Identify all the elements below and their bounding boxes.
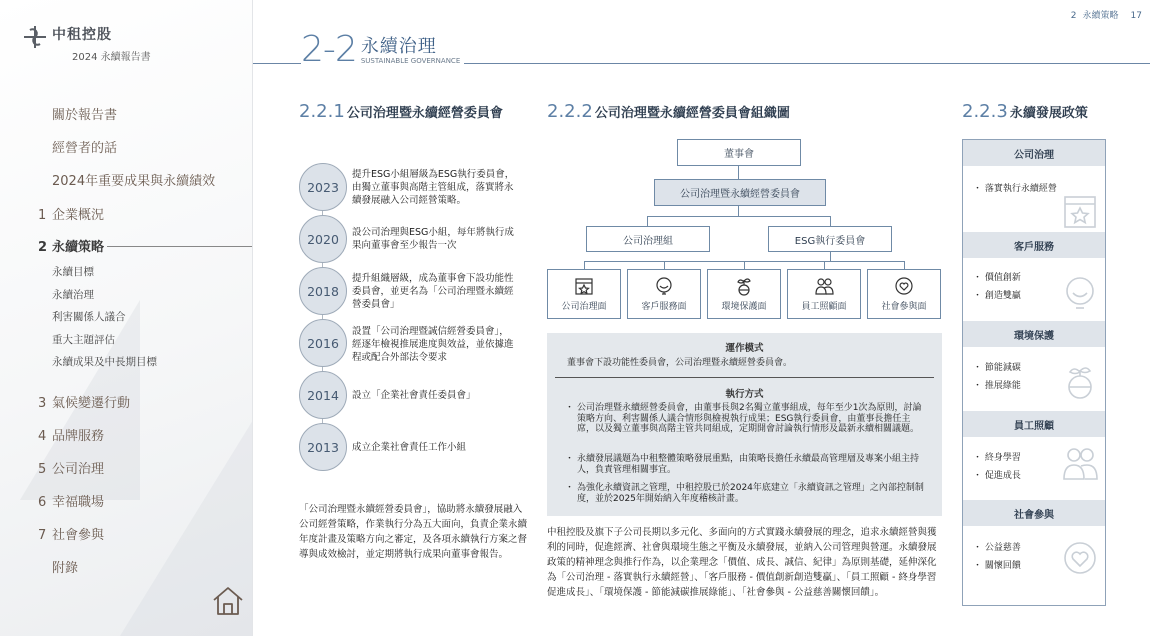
sidebar-subitem-materiality[interactable]: 重大主題評估 (52, 334, 115, 346)
policy-item: ・ 價值創新 (973, 273, 1021, 283)
org-connector (738, 166, 739, 179)
sidebar-item-about-report[interactable] (52, 104, 117, 123)
sidebar-item-highlights[interactable] (52, 170, 215, 189)
policy-item-text: 落實執行永續經營 (984, 184, 1057, 194)
policy-item: ・ 公益慈善 (973, 543, 1021, 553)
timeline-text: 提升ESG小組層級為ESG執行委員會，由獨立董事與高階主管組成，落實將永續發展融入公司經營策略。 (352, 169, 515, 206)
policy-item-text: 創造雙贏 (984, 291, 1021, 301)
sidebar-item-number: 4 (38, 429, 47, 444)
heart-chat-icon (1060, 538, 1100, 578)
sidebar-item-brand-service[interactable] (38, 425, 104, 444)
org-connector (584, 261, 585, 269)
org-group-governance: 公司治理組 (586, 226, 710, 252)
sidebar-item-number: 5 (38, 462, 47, 477)
sidebar-item-climate[interactable] (38, 392, 130, 411)
ops-text: 董事會下設功能性委員會，公司治理暨永續經營委員會。 (567, 358, 793, 368)
sidebar-item-appendix[interactable] (52, 557, 78, 576)
globe-leaf-icon (1060, 362, 1100, 402)
policy-panel (962, 139, 1106, 606)
org-connector (664, 261, 665, 269)
logo-mark-icon (22, 24, 48, 50)
header-section-name[interactable]: 永續策略 (1082, 11, 1119, 21)
policy-item-text: 節能減碳 (984, 363, 1021, 373)
policy-item: ・ 關懷回饋 (973, 561, 1021, 571)
policy-item-text: 公益慈善 (984, 543, 1021, 553)
dept-social (867, 269, 941, 319)
page-header-indicator (1065, 8, 1142, 21)
timeline-text: 設置「公司治理暨誠信經營委員會」，經逐年檢視推展進度與效益，並依據進程或配合外部法令要求 (352, 326, 514, 363)
sidebar-item-label: 關於報告書 (52, 108, 118, 123)
heart-chat-icon (893, 275, 915, 297)
employees-icon (813, 275, 835, 297)
plant-globe-icon (733, 275, 755, 297)
dept-customer (627, 269, 701, 319)
sidebar-item-label: 經營者的話 (52, 141, 118, 156)
policy-heading-governance: 公司治理 (963, 140, 1105, 166)
sidebar-item-label: 幸福職場 (52, 495, 105, 510)
timeline-year-2013: 2013 (299, 423, 347, 471)
policy-item: ・ 終身學習 (973, 453, 1021, 463)
dept-label: 社會參與面 (881, 302, 927, 312)
org-connector (647, 216, 831, 217)
section-title: 永續發展政策 (1009, 106, 1088, 121)
section-number: 2.2.1 (299, 101, 345, 122)
timeline-text: 成立企業社會責任工作小組 (352, 442, 467, 453)
policy-heading-environment: 環境保護 (963, 321, 1105, 347)
dept-environment (707, 269, 781, 319)
certificate-star-icon (1060, 192, 1100, 232)
timeline-text: 提升組織層級，成為董事會下設功能性委員會，並更名為「公司治理暨永續經營委員會」 (352, 273, 514, 310)
dept-label: 公司治理面 (561, 302, 607, 312)
section-heading-org-chart (547, 101, 790, 122)
sidebar-item-sustainability-strategy[interactable] (38, 236, 104, 255)
timeline-year-2018: 2018 (299, 267, 347, 315)
exec-point: ・ 公司治理暨永續經營委員會，由董事長與2名獨立董事組成，每年至少1次為原則，討論策略方向、利害關係人議合情形與檢視執行成果；ESG執行委員會，由董事長擔任主席，以及獨立董事與高階主管共同組成，定期開會討論執行情形及最新永續相關議題。 (567, 403, 927, 435)
sidebar-item-company-overview[interactable] (38, 204, 104, 223)
policy-item: ・ 推展綠能 (973, 381, 1021, 391)
page-number: 17 (1130, 11, 1142, 21)
employees-icon (1060, 443, 1100, 483)
section-number: 2.2.2 (547, 101, 593, 122)
home-icon[interactable] (211, 585, 245, 617)
ops-divider (555, 377, 934, 378)
org-connector (744, 261, 745, 269)
timeline-year-2023: 2023 (299, 163, 347, 211)
policy-item-text: 價值創新 (984, 273, 1021, 283)
sidebar-item-workplace[interactable] (38, 491, 104, 510)
logo-subtitle: 2024 永續報告書 (72, 52, 151, 63)
sidebar-item-label: 2024年重要成果與永續績效 (52, 174, 216, 189)
customer-headset-icon (653, 275, 675, 297)
org-connector (824, 261, 825, 269)
sidebar-item-number: 2 (38, 240, 48, 255)
org-connector (904, 261, 905, 269)
page-title-number: 2-2 (301, 29, 357, 70)
org-connector (830, 252, 831, 261)
sidebar-item-label: 社會參與 (52, 528, 105, 543)
dept-label: 員工照顧面 (801, 302, 847, 312)
section-number: 2.2.3 (962, 101, 1008, 122)
operations-panel (547, 333, 942, 516)
policy-item-text: 推展綠能 (984, 381, 1021, 391)
org-board: 董事會 (677, 139, 801, 166)
page-title-english: SUSTAINABLE GOVERNANCE (360, 57, 461, 65)
policy-item: ・ 落實執行永續經營 (973, 184, 1057, 194)
dept-governance (547, 269, 621, 319)
page-title-chinese: 永續治理 (360, 36, 437, 57)
policy-item-text: 促進成長 (984, 471, 1021, 481)
sidebar-subitem-stakeholders[interactable]: 利害關係人議合 (52, 311, 126, 323)
section-heading-policy (962, 101, 1088, 122)
sidebar-item-label: 品牌服務 (52, 429, 105, 444)
org-connector (647, 216, 648, 226)
exec-point: ・ 為強化永續資訊之管理，中租控股已於2024年底建立「永續資訊之管理」之內部控制制度，並於2025年開始納入年度稽核計畫。 (567, 483, 927, 504)
sidebar-item-label: 附錄 (52, 561, 79, 576)
policy-item-text: 終身學習 (984, 453, 1021, 463)
company-logo[interactable] (22, 24, 151, 63)
org-connector (738, 206, 739, 216)
header-section-number: 2 (1070, 11, 1077, 21)
active-indicator-line (107, 246, 253, 247)
policy-item-text: 關懷回饋 (984, 561, 1021, 571)
page-title (301, 29, 464, 70)
policy-heading-employees: 員工照顧 (963, 411, 1105, 437)
sidebar-item-label: 永續策略 (52, 240, 105, 255)
policy-heading-social: 社會參與 (963, 500, 1105, 526)
sidebar-subitem-results[interactable]: 永續成果及中長期目標 (52, 356, 157, 368)
dept-label: 環境保護面 (721, 302, 767, 312)
policy-item: ・ 促進成長 (973, 471, 1021, 481)
dept-label: 客戶服務面 (641, 302, 687, 312)
sidebar-subitem-goals[interactable]: 永續目標 (52, 266, 94, 278)
section-title: 公司治理暨永續經營委員會組織圖 (594, 106, 790, 121)
exec-point: ・ 永續發展議題為中租整體策略發展重點，由策略長擔任永續最高管理層及專案小組主持人，負責管理相關事宜。 (567, 454, 927, 475)
sidebar-item-corporate-governance[interactable] (38, 458, 104, 477)
committee-description: 「公司治理暨永續經營委員會」，協助將永續發展融入公司經營策略，作業執行分為五大面向，負責企業永續年度計畫及策略方向之審定，及各項永續執行方案之督導與成效檢討，並定期將執行成果向董事會報告。 (299, 504, 528, 560)
timeline-year-2020: 2020 (299, 215, 347, 263)
policy-heading-customer: 客戶服務 (963, 232, 1105, 258)
policy-item: ・ 節能減碳 (973, 363, 1021, 373)
sidebar-item-label: 氣候變遷行動 (52, 396, 131, 411)
sidebar-item-number: 1 (38, 208, 47, 223)
ops-title: 運作模式 (725, 343, 764, 354)
sustainability-philosophy-text: 中租控股及旗下子公司長期以多元化、多面向的方式實踐永續發展的理念，追求永續經營與獲利的同時，促進經濟、社會與環境生態之平衡及永續發展，並納入公司管理與營運。永續發展政策的精神理念與推行作為，以企業理念「價值、成長、誠信、紀律」為原則基礎，延伸深化為「公司治理 - 落實執行永續經營」、「客戶服務 - 價值創新創造雙贏」、「員工照顧 - 終身學習促進成長」、「環境保護 - 節能減碳推展綠能」、「社會參與 - 公益慈善關懷回饋」。 (547, 527, 937, 598)
sidebar-item-label: 公司治理 (52, 462, 105, 477)
sidebar-item-number: 6 (38, 495, 47, 510)
sidebar-item-label: 企業概況 (52, 208, 105, 223)
sidebar-item-message[interactable] (52, 137, 117, 156)
customer-headset-icon (1060, 273, 1100, 313)
timeline-text: 設公司治理與ESG小組，每年將執行成果向董事會至少報告一次 (352, 227, 514, 251)
sidebar-item-social[interactable] (38, 524, 104, 543)
sidebar-item-number: 3 (38, 396, 47, 411)
sidebar-item-number: 7 (38, 528, 47, 543)
timeline-year-2014: 2014 (299, 371, 347, 419)
section-heading-committee (299, 101, 503, 122)
timeline-text: 設立「企業社會責任委員會」 (352, 390, 476, 401)
policy-item: ・ 創造雙贏 (973, 291, 1021, 301)
timeline-year-2016: 2016 (299, 319, 347, 367)
logo-name: 中租控股 (52, 27, 112, 43)
exec-title: 執行方式 (725, 389, 764, 400)
sidebar (0, 0, 253, 636)
sidebar-subitem-governance[interactable]: 永續治理 (52, 289, 94, 301)
org-committee: 公司治理暨永續經營委員會 (654, 179, 826, 206)
section-title: 公司治理暨永續經營委員會 (346, 106, 503, 121)
org-group-esg: ESG執行委員會 (768, 226, 892, 252)
dept-employees (787, 269, 861, 319)
certificate-star-icon (573, 275, 595, 297)
org-connector (830, 216, 831, 226)
